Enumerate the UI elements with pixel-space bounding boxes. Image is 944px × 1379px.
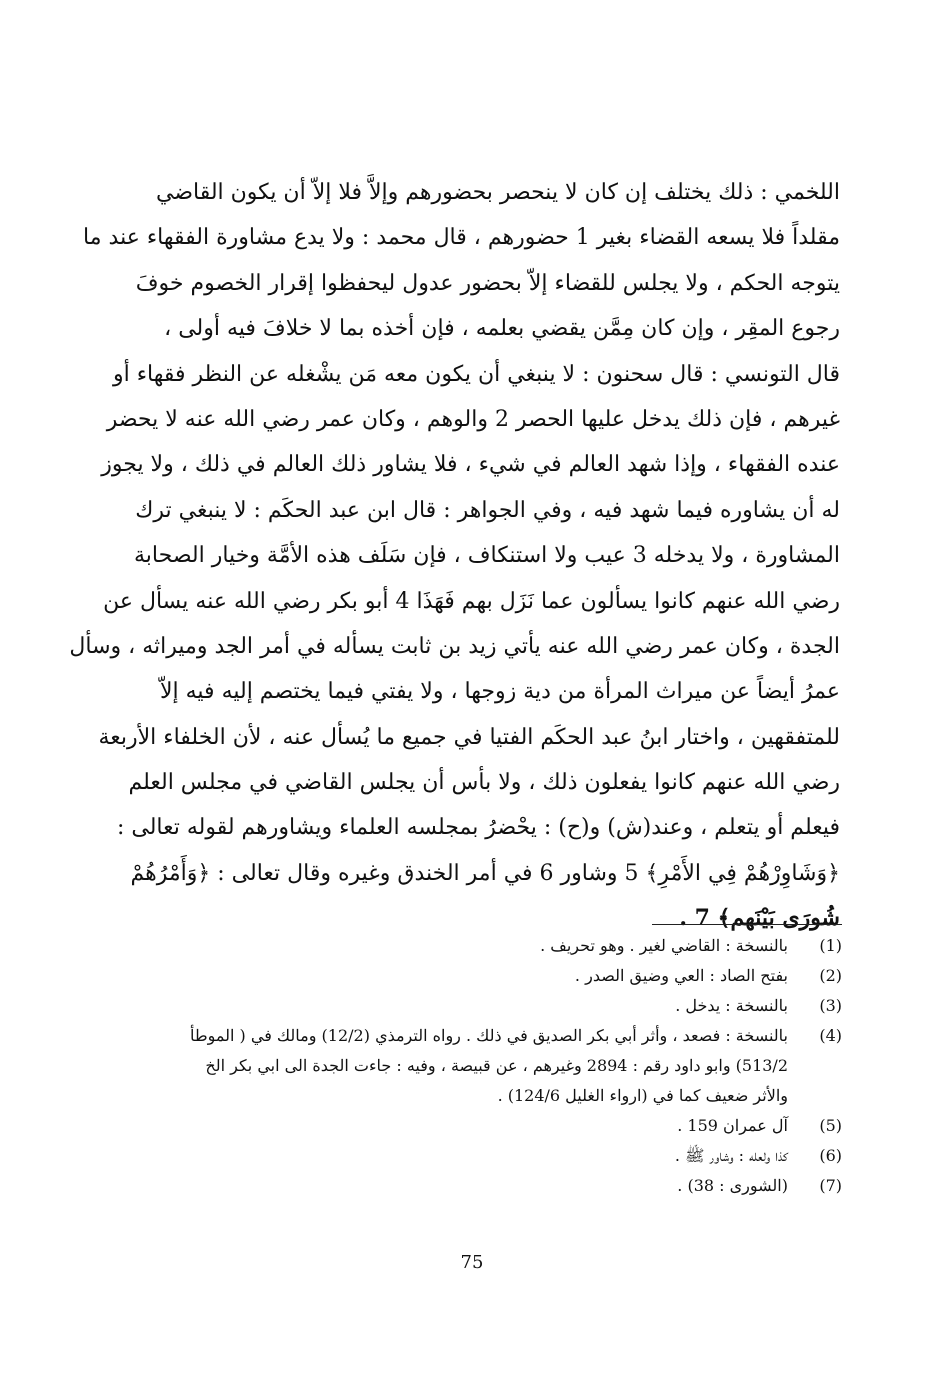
footnote xyxy=(150,1021,842,1111)
text-line: المشاورة ، ولا يدخله 3 عيب ولا استنكاف ، فإن سَلَف هذه الأمَّة وخيار الصحابة xyxy=(134,543,840,569)
page-number: 75 xyxy=(460,1252,484,1273)
text-line: اللخمي : ذلك يختلف إن كان لا ينحصر بحضورهم وإلاَّ فلا إلاّ أن يكون القاضي xyxy=(155,180,840,205)
text-line: ﴿وَشَاوِرْهُمْ فِي الأَمْرِ﴾ 5 وشاور 6 في أمر الخندق وغيره وقال تعالى : ﴿وَأَمْرُهُمْ xyxy=(130,860,840,886)
footnote-text xyxy=(150,1171,794,1201)
footnote xyxy=(150,1111,842,1141)
footnote-line: بالنسخة : القاضي لغير . وهو تحريف . xyxy=(540,936,788,955)
text-line: رضي الله عنهم كانوا يسألون عما نَزَل بهم فَهَذَا 4 أبو بكر رضي الله عنه يسأل عن xyxy=(103,588,840,614)
footnote-number: (2) xyxy=(819,966,842,985)
footnote-number: (6) xyxy=(819,1146,842,1165)
text-line: عنده الفقهاء ، وإذا شهد العالم في شيء ، فلا يشاور ذلك العالم في ذلك ، ولا يجوز xyxy=(101,452,840,478)
footnote-line: كذا ولعله : وشاور ﷺ . xyxy=(674,1146,788,1165)
footnote xyxy=(150,931,842,961)
text-line: شُورَى بَيْنَهم﴾ 7 . xyxy=(679,905,840,932)
footnote-line: بالنسخة : يدخل . xyxy=(675,996,788,1015)
footnote-text xyxy=(150,1141,794,1171)
footnote-number: (1) xyxy=(819,936,842,955)
footnote-number: (7) xyxy=(819,1176,842,1195)
text-line: يتوجه الحكم ، ولا يجلس للقضاء إلاّ بحضور عدول ليحفظوا إقرار الخصوم خوفَ xyxy=(135,270,840,296)
footnote-text xyxy=(150,1021,794,1111)
footnote-line: والأثر ضعيف كما في (ارواء الغليل 124/6) . xyxy=(497,1086,788,1105)
footnote xyxy=(150,991,842,1021)
text-line: غيرهم ، فإن ذلك يدخل عليها الحصر 2 والوهم ، وكان عمر رضي الله عنه لا يحضر xyxy=(106,406,840,432)
footnote-text xyxy=(150,991,794,1021)
footnote-line: 513/2) وابو داود رقم : 2894 وغيرهم ، عن قبيصة ، وفيه : جاءت الجدة الى ابي بكر الخ xyxy=(205,1056,788,1075)
footnote-line: آل عمران 159 . xyxy=(677,1116,788,1135)
text-line: عمرُ أيضاً عن ميراث المرأة من دية زوجها ، ولا يفتي فيما يختصم إليه فيه إلاّ xyxy=(159,679,840,705)
footnote-line: بالنسخة : فصعد ، وأثر أبي بكر الصديق في ذلك . رواه الترمذي (12/2) ومالك في ( الموطأ xyxy=(190,1026,788,1045)
footnote-number: (4) xyxy=(819,1026,842,1045)
text-line: رجوع المقِر ، وإن كان مِمَّن يقضي بعلمه ، فإن أخذه بما لا خلافَ فيه أولى ، xyxy=(164,316,840,342)
main-text xyxy=(69,170,840,942)
footnote-divider xyxy=(652,924,842,925)
footnotes xyxy=(150,931,842,1201)
footnote xyxy=(150,1171,842,1201)
footnote-text xyxy=(150,1111,794,1141)
footnote-text xyxy=(150,931,794,961)
footnote xyxy=(150,961,842,991)
text-line: له أن يشاوره فيما شهد فيه ، وفي الجواهر : قال ابن عبد الحكَم : لا ينبغي ترك xyxy=(135,497,840,523)
text-line: مقلداً فلا يسعه القضاء بغير 1 حضورهم ، قال محمد : ولا يدع مشاورة الفقهاء عند ما xyxy=(83,225,840,251)
text-line: قال التونسي : قال سحنون : لا ينبغي أن يكون معه مَن يشْغله عن النظر فقهاء أو xyxy=(112,361,840,387)
footnote xyxy=(150,1141,842,1171)
text-line: فيعلم أو يتعلم ، وعند(ش) و(ح) : يحْضرُ بمجلسه العلماء ويشاورهم لقوله تعالى : xyxy=(116,815,840,841)
footnote-text xyxy=(150,961,794,991)
text-line: الجدة ، وكان عمر رضي الله عنه يأتي زيد بن ثابت يسأله في أمر الجد وميراثه ، وسأل xyxy=(69,633,840,659)
footnote-line: (الشورى : 38) . xyxy=(677,1176,788,1195)
footnote-number: (5) xyxy=(819,1116,842,1135)
text-line: رضي الله عنهم كانوا يفعلون ذلك ، ولا بأس أن يجلس القاضي في مجلس العلم xyxy=(128,770,840,796)
footnote-number: (3) xyxy=(819,996,842,1015)
footnote-line: بفتح الصاد : العي وضيق الصدر . xyxy=(574,966,788,985)
text-line: للمتفقهين ، واختار ابنُ عبد الحكَم الفتيا في جميع ما يُسأل عنه ، لأن الخلفاء الأربعة xyxy=(98,724,840,750)
